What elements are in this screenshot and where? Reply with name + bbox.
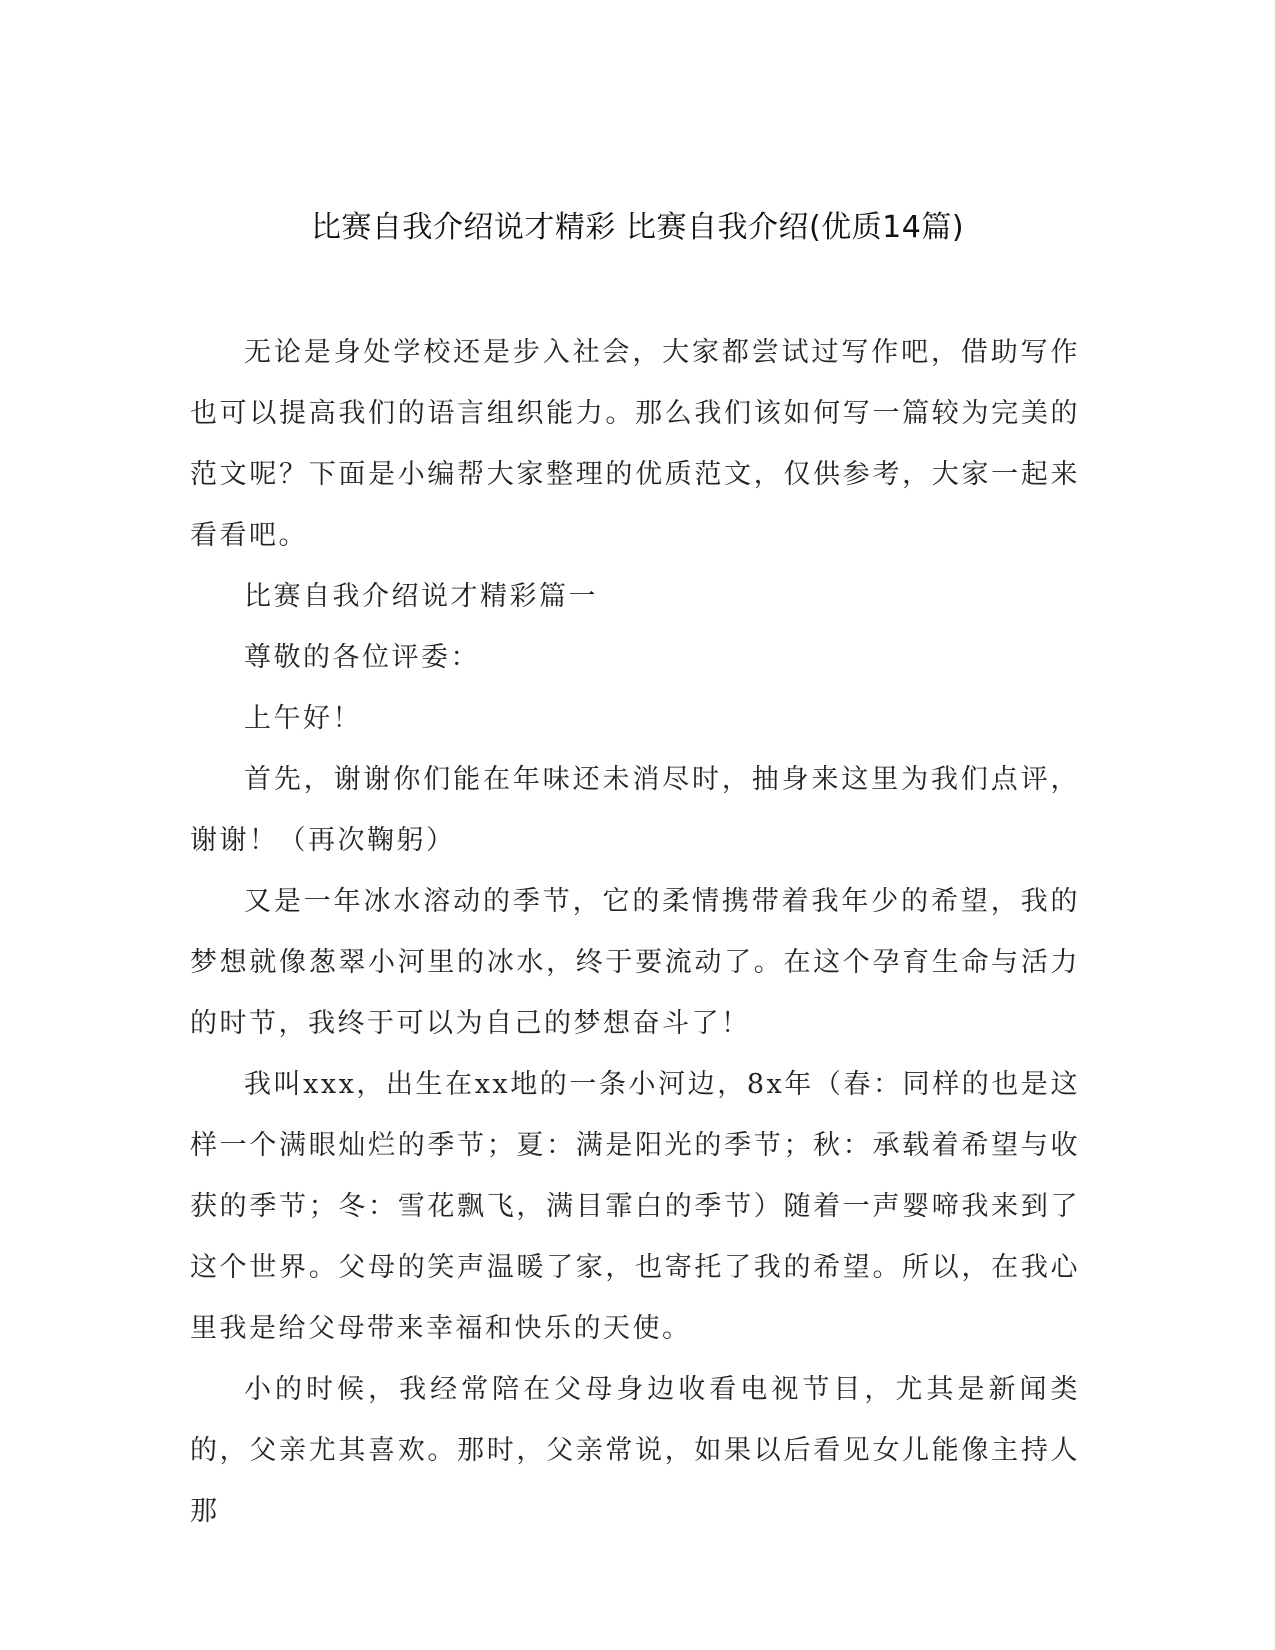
body-paragraph: 首先，谢谢你们能在年味还未消尽时，抽身来这里为我们点评，谢谢！（再次鞠躬） bbox=[190, 764, 1080, 856]
document-title: 比赛自我介绍说才精彩 比赛自我介绍(优质14篇) bbox=[310, 210, 965, 245]
salutation: 尊敬的各位评委： bbox=[244, 642, 480, 673]
body-paragraph: 小的时候，我经常陪在父母身边收看电视节目，尤其是新闻类的，父亲尤其喜欢。那时，父亲常说，如果以后看见女儿能像主持人那 bbox=[190, 1374, 1080, 1527]
document-body bbox=[190, 322, 1080, 1542]
body-paragraph: 我叫xxx，出生在xx地的一条小河边，8x年（春：同样的也是这样一个满眼灿烂的季节；夏：满是阳光的季节；秋：承载着希望与收获的季节；冬：雪花飘飞，满目霏白的季节）随着一声婴啼我来到了这个世界。父母的笑声温暖了家，也寄托了我的希望。所以，在我心里我是给父母带来幸福和快乐的天使。 bbox=[190, 1069, 1080, 1344]
section-heading: 比赛自我介绍说才精彩篇一 bbox=[244, 581, 598, 612]
greeting: 上午好！ bbox=[244, 703, 362, 734]
body-paragraph: 又是一年冰水溶动的季节，它的柔情携带着我年少的希望，我的梦想就像葱翠小河里的冰水，终于要流动了。在这个孕育生命与活力的时节，我终于可以为自己的梦想奋斗了！ bbox=[190, 886, 1080, 1039]
intro-paragraph: 无论是身处学校还是步入社会，大家都尝试过写作吧，借助写作也可以提高我们的语言组织能力。那么我们该如何写一篇较为完美的范文呢？下面是小编帮大家整理的优质范文，仅供参考，大家一起来看看吧。 bbox=[190, 337, 1080, 551]
